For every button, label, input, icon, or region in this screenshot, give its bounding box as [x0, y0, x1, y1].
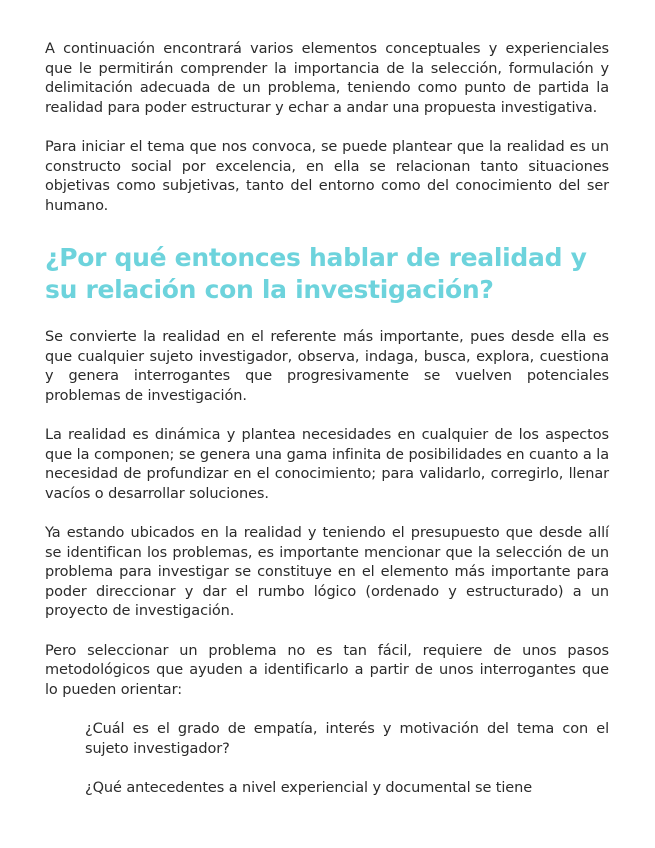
question-item-1: ¿Cuál es el grado de empatía, interés y motivación del tema con el sujeto investigador?	[85, 721, 609, 757]
section-heading: ¿Por qué entonces hablar de realidad y su relación con la investigación?	[45, 243, 587, 304]
question-item-2: ¿Qué antecedentes a nivel experiencial y documental se tiene	[85, 780, 533, 796]
context-paragraph: Para iniciar el tema que nos convoca, se puede plantear que la realidad es un constructo social por excelencia, en ella se relacionan tanto situaciones objetivas como subjetivas, tanto del entorno como del conocimiento del ser humano.	[45, 139, 609, 214]
body-paragraph-4: Pero seleccionar un problema no es tan fácil, requiere de unos pasos metodológicos que ayuden a identificarlo a partir de unos interrogantes que lo pueden orientar:	[45, 642, 609, 698]
document-page	[45, 40, 609, 819]
question-list	[45, 720, 609, 799]
body-paragraph-3: Ya estando ubicados en la realidad y teniendo el presupuesto que desde allí se identifican los problemas, es importante mencionar que la selección de un problema para investigar se constituye en el elemento más importante para poder direccionar y dar el rumbo lógico (ordenado y estructurado) a un proyecto de investigación.	[45, 525, 609, 619]
body-paragraph-1: Se convierte la realidad en el referente más importante, pues desde ella es que cualquier sujeto investigador, observa, indaga, busca, explora, cuestiona y genera interrogantes que progresivamente se vuelven potenciales problemas de investigación.	[45, 329, 609, 404]
body-paragraph-2: La realidad es dinámica y plantea necesidades en cualquier de los aspectos que la componen; se genera una gama infinita de posibilidades en cuanto a la necesidad de profundizar en el conocimiento; para validarlo, corregirlo, llenar vacíos o desarrollar soluciones.	[45, 427, 609, 502]
intro-paragraph: A continuación encontrará varios elementos conceptuales y experienciales que le permitirán comprender la importancia de la selección, formulación y delimitación adecuada de un problema, teniendo como punto de partida la realidad para poder estructurar y echar a andar una propuesta investigativa.	[45, 41, 609, 116]
